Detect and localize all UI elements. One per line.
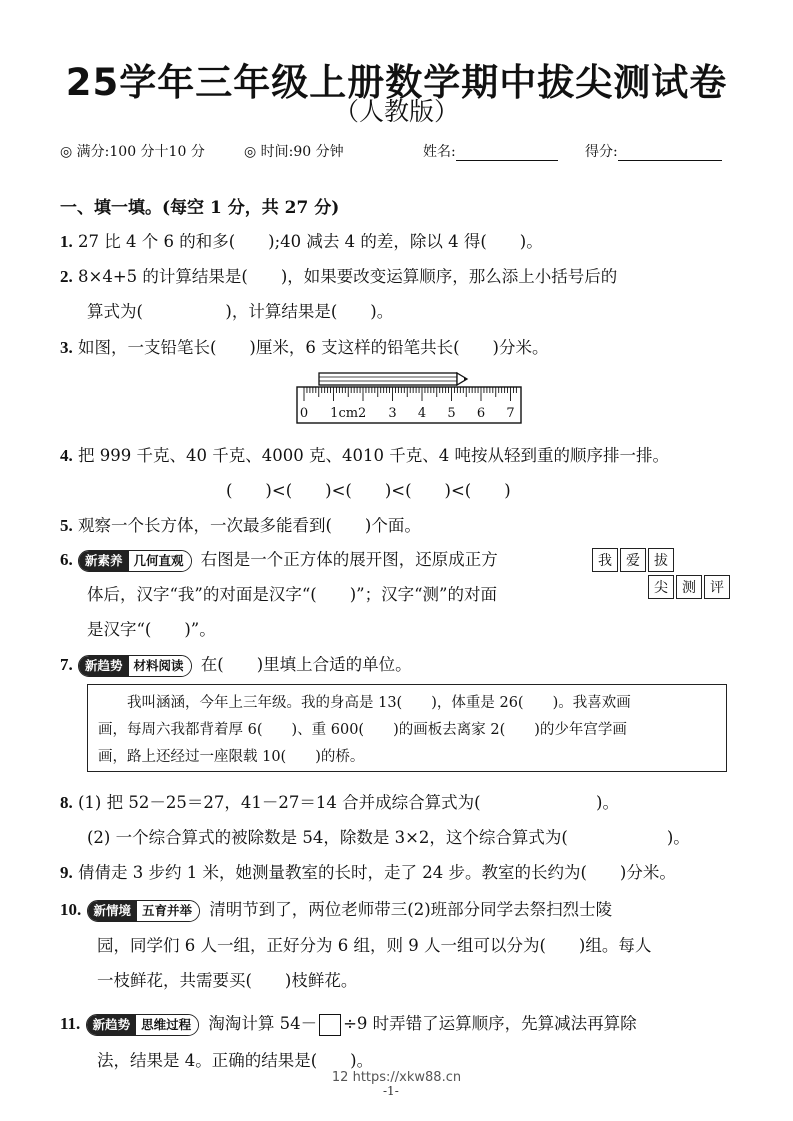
net-cell: 尖	[648, 575, 674, 599]
ruler-label: 6	[476, 406, 486, 421]
ruler	[297, 387, 521, 423]
ruler-pencil-figure	[295, 367, 525, 427]
reading-line: 画，每周六我都背着厚 6( )、重 600( )的画板去离家 2( )的少年宫学画	[98, 722, 627, 738]
badge-topic: 思维过程	[136, 1015, 198, 1035]
question-7	[60, 651, 412, 677]
question-3	[60, 334, 549, 358]
question-text: 观察一个长方体，一次最多能看到( )个面。	[78, 516, 421, 535]
question-number: 7.	[60, 655, 73, 674]
tag-badge	[86, 1014, 200, 1036]
question-number: 5.	[60, 516, 73, 535]
net-cell: 评	[704, 575, 730, 599]
question-text-line1: 右图是一个正方体的展开图，还原成正方	[200, 550, 498, 569]
question-6-line3: 是汉字“( )”。	[87, 620, 216, 639]
page-title: 25学年三年级上册数学期中拔尖测试卷	[65, 61, 728, 104]
ruler-label: 0	[299, 406, 309, 421]
reading-box	[87, 684, 727, 772]
ruler-label: 7	[506, 406, 515, 421]
question-1	[60, 228, 543, 252]
reading-line: 我叫涵涵，今年上三年级。我的身高是 13( )，体重是 26( )。我喜欢画	[98, 695, 631, 711]
pencil	[319, 373, 467, 385]
ruler-label: 5	[447, 406, 456, 421]
answer-box[interactable]	[319, 1014, 341, 1036]
badge-topic: 材料阅读	[129, 656, 191, 676]
question-10-line2: 园，同学们 6 人一组，正好分为 6 组，则 9 人一组可以分为( )组。每人	[97, 936, 652, 955]
order-blanks[interactable]: ( )<( )<( )<( )<( )	[226, 481, 511, 500]
question-number: 11.	[60, 1014, 81, 1033]
question-11	[60, 1010, 637, 1036]
question-2-line2: 算式为( )，计算结果是( )。	[87, 302, 394, 321]
reading-line: 画，路上还经过一座限载 10( )的桥。	[98, 749, 365, 765]
question-5	[60, 512, 421, 536]
score-blank[interactable]	[618, 145, 722, 161]
question-11-line2: 法，结果是 4。正确的结果是( )。	[97, 1051, 374, 1070]
question-10-line3: 一枝鲜花，共需要买( )枝鲜花。	[97, 971, 358, 990]
name-label: 姓名:	[423, 144, 456, 160]
ruler-label: 1cm2	[330, 406, 367, 421]
page-subtitle: （人教版）	[333, 97, 459, 126]
tag-badge	[87, 900, 201, 922]
tag-badge	[78, 550, 192, 572]
badge-tag: 新趋势	[79, 656, 129, 676]
question-text: 把 999 千克、40 千克、4000 克、4010 千克、4 吨按从轻到重的顺序排一排。	[78, 446, 669, 465]
question-number: 10.	[60, 900, 82, 919]
question-8-part2: (2) 一个综合算式的被除数是 54，除数是 3×2，这个综合算式为( )。	[87, 828, 690, 847]
badge-topic: 五育并举	[137, 901, 199, 921]
question-text: 在( )里填上合适的单位。	[200, 655, 412, 674]
badge-topic: 几何直观	[129, 551, 191, 571]
question-text: 27 比 4 个 6 的和多( );40 减去 4 的差，除以 4 得( )。	[78, 232, 543, 251]
score-label: 得分:	[585, 144, 618, 160]
question-2	[60, 263, 617, 287]
name-field[interactable]	[423, 141, 558, 161]
question-number: 6.	[60, 550, 73, 569]
question-4	[60, 442, 669, 466]
question-text-line1: 清明节到了，两位老师带三(2)班部分同学去祭扫烈士陵	[209, 900, 613, 919]
footer-watermark: 12 https://xkw88.cn	[331, 1070, 462, 1085]
page-number: -1-	[383, 1084, 399, 1098]
question-number: 2.	[60, 267, 73, 286]
question-number: 1.	[60, 232, 73, 251]
score-field[interactable]	[585, 141, 722, 161]
net-cell: 拔	[648, 548, 674, 572]
question-number: 8.	[60, 793, 73, 812]
question-text-line1: 8×4+5 的计算结果是( )，如果要改变运算顺序，那么添上小括号后的	[78, 267, 618, 286]
question-text-part1: (1) 把 52－25＝27，41－27＝14 合并成综合算式为( )。	[78, 793, 619, 812]
question-text: 如图，一支铅笔长( )厘米，6 支这样的铅笔共长( )分米。	[78, 338, 549, 357]
net-cell: 我	[592, 548, 618, 572]
tag-badge	[78, 655, 192, 677]
time-label: ◎ 时间:90 分钟	[244, 144, 344, 160]
question-number: 9.	[60, 863, 73, 882]
question-text-a: 淘淘计算 54－	[208, 1014, 318, 1033]
question-text: 倩倩走 3 步约 1 米，她测量教室的长时，走了 24 步。教室的长约为( )分米。	[78, 863, 676, 882]
question-number: 4.	[60, 446, 73, 465]
full-score-label: ◎ 满分:100 分十10 分	[60, 144, 205, 160]
badge-tag: 新素养	[79, 551, 129, 571]
question-6	[60, 546, 498, 572]
question-text-b: ÷9 时弄错了运算顺序，先算减法再算除	[343, 1014, 637, 1033]
net-cell: 爱	[620, 548, 646, 572]
question-6-line2: 体后，汉字“我”的对面是汉字“( )”；汉字“测”的对面	[87, 585, 497, 604]
ruler-label: 3	[388, 406, 397, 421]
section-title: 一、填一填。(每空 1 分，共 27 分)	[60, 198, 340, 218]
net-cell: 测	[676, 575, 702, 599]
badge-tag: 新情境	[88, 901, 138, 921]
name-blank[interactable]	[456, 145, 558, 161]
question-8	[60, 789, 619, 813]
ruler-label: 4	[417, 406, 427, 421]
question-9	[60, 859, 676, 883]
question-10	[60, 896, 612, 922]
badge-tag: 新趋势	[87, 1015, 137, 1035]
question-number: 3.	[60, 338, 73, 357]
